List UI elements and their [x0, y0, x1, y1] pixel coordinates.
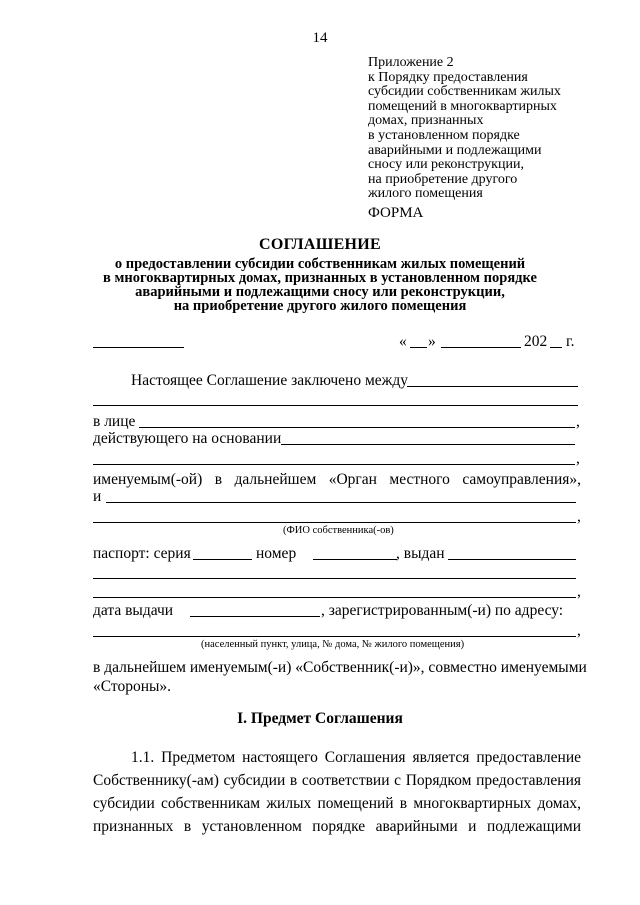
- word: дальнейшем: [234, 471, 317, 488]
- party-blank[interactable]: [407, 386, 578, 387]
- subtitle-line: о предоставлении субсидии собственникам жилых помещений: [114, 256, 526, 272]
- year-blank[interactable]: [550, 347, 562, 348]
- appendix-line: сносу или реконструкции,: [368, 157, 524, 173]
- page-number: 14: [312, 30, 328, 46]
- passport-series-blank[interactable]: [193, 559, 252, 560]
- appendix-line: помещений в многоквартирных: [368, 98, 557, 114]
- passport-number-label: номер: [256, 545, 297, 562]
- comma: ,: [577, 583, 581, 600]
- section-line: Собственнику(-ам) субсидии в соответствии с Порядком предоставления: [93, 772, 581, 789]
- appendix-line: к Порядку предоставления: [368, 69, 528, 85]
- comma: ,: [576, 413, 580, 430]
- word: в: [214, 471, 223, 488]
- word: именуемым(-ой): [93, 471, 203, 488]
- day-blank[interactable]: [410, 347, 427, 348]
- owner-text-1: в дальнейшем именуемым(-и) «Собственник(-и)», совместно именуемыми: [93, 659, 587, 676]
- address-caption: (населенный пункт, улица, № дома, № жилого помещения): [201, 639, 465, 650]
- issued-by-label: , выдан: [396, 545, 445, 562]
- basis-blank-2[interactable]: [93, 464, 575, 465]
- party-blank-2[interactable]: [93, 405, 578, 406]
- issued-by-blank-2[interactable]: [93, 578, 576, 579]
- open-quote: «: [399, 333, 407, 350]
- document-subtitle: [90, 257, 550, 313]
- section-heading: I. Предмет Соглашения: [237, 710, 403, 727]
- basis-blank[interactable]: [281, 444, 575, 445]
- concluded-between-label: Настоящее Соглашение заключено между: [131, 372, 408, 389]
- representative-blank[interactable]: [139, 427, 575, 428]
- acting-basis-label: действующего на основании: [93, 430, 282, 447]
- appendix-line: домах, признанных: [368, 113, 484, 129]
- section-line: признанных в установленном порядке аварийными и подлежащими: [93, 818, 581, 835]
- appendix-line: аварийными и подлежащими: [368, 142, 542, 158]
- comma: ,: [577, 622, 581, 639]
- comma: ,: [577, 508, 581, 525]
- appendix-line: Приложение 2: [368, 55, 454, 70]
- and-label: и: [93, 488, 102, 505]
- word: «Орган: [328, 471, 377, 488]
- month-blank[interactable]: [441, 347, 521, 348]
- comma: ,: [576, 450, 580, 467]
- owner-blank-2[interactable]: [93, 522, 576, 523]
- issue-date-label: дата выдачи: [93, 602, 174, 619]
- registered-at-text: , зарегистрированным(-и) по адресу:: [321, 602, 564, 619]
- close-quote: »: [428, 333, 436, 350]
- appendix-line: субсидии собственникам жилых: [368, 84, 561, 100]
- fio-caption: (ФИО собственника(-ов): [283, 525, 394, 536]
- appendix-line: жилого помещения: [368, 186, 483, 202]
- appendix-line: в установленном порядке: [368, 127, 520, 143]
- subtitle-line: аварийными и подлежащими сносу или реконструкции,: [135, 284, 505, 300]
- form-label: ФОРМА: [368, 205, 424, 221]
- owner-blank[interactable]: [106, 502, 576, 503]
- owner-text-2: «Стороны».: [93, 678, 172, 695]
- section-line: 1.1. Предметом настоящего Соглашения является предоставление: [131, 749, 581, 766]
- passport-series-label: паспорт: серия: [93, 545, 191, 562]
- subtitle-line: в многоквартирных домах, признанных в установленном порядке: [103, 270, 537, 286]
- registered-at-label: [321, 602, 580, 620]
- section-line: субсидии собственникам жилых помещений в многоквартирных домах,: [93, 795, 581, 812]
- passport-number-blank[interactable]: [313, 559, 397, 560]
- word: местного: [389, 471, 450, 488]
- appendix-block: [368, 56, 618, 202]
- year-suffix: г.: [566, 333, 575, 350]
- word: самоуправления»,: [462, 471, 581, 488]
- year-prefix: 202: [524, 333, 548, 350]
- named-organ-line: [93, 471, 581, 489]
- document-title: СОГЛАШЕНИЕ: [258, 236, 382, 253]
- issued-by-blank[interactable]: [448, 559, 576, 560]
- subtitle-line: на приобретение другого жилого помещения: [173, 298, 467, 314]
- in-person-label: в лице: [93, 413, 136, 430]
- appendix-line: на приобретение другого: [368, 171, 518, 187]
- issue-date-blank[interactable]: [190, 616, 320, 617]
- issued-by-blank-3[interactable]: [93, 597, 576, 598]
- address-blank[interactable]: [93, 636, 576, 637]
- place-blank[interactable]: [93, 347, 184, 348]
